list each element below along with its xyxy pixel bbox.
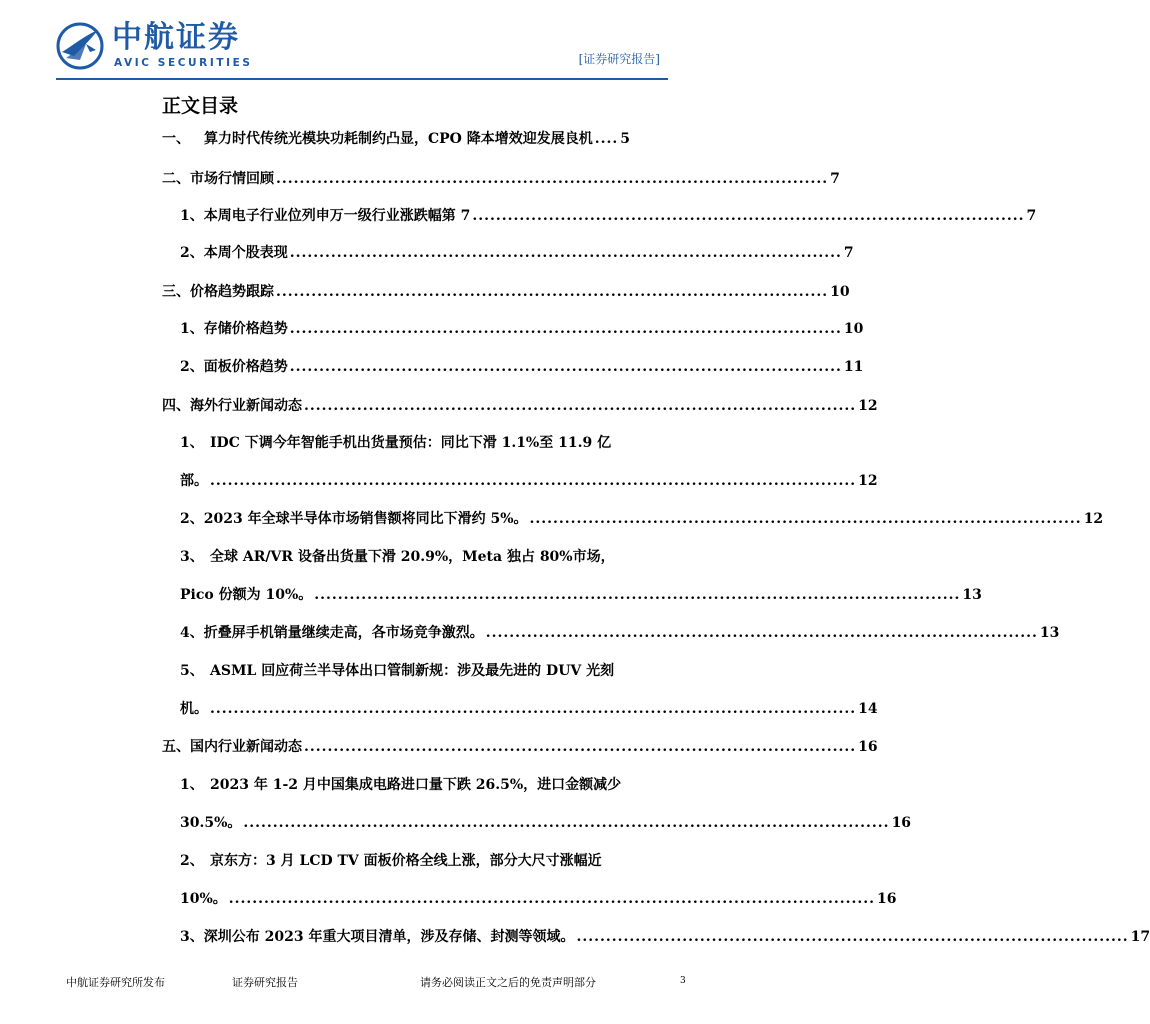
page-header [0, 0, 724, 82]
toc-title: 正文目录 [162, 95, 239, 117]
toc-entry-page: 17 [1130, 929, 1150, 945]
toc-entry[interactable] [180, 318, 864, 340]
toc-entry-label-cont: 10%。 [180, 891, 227, 907]
toc-entry-continuation[interactable] [180, 888, 897, 910]
toc-entry-label: 面板价格趋势 [203, 359, 288, 375]
toc-entry-page: 16 [876, 891, 897, 907]
toc-entry-page: 12 [1083, 511, 1104, 527]
toc-leader-dots: .............................................................................................. [304, 398, 857, 414]
toc-entry-continuation[interactable] [180, 812, 912, 834]
toc-leader-dots: .............................................................................................................. [314, 587, 961, 603]
toc-entry-label: 算力时代传统光模块功耗制约凸显，CPO 降本增效迎发展良机 [204, 131, 593, 147]
toc-entry-number: 3、 [180, 549, 204, 565]
toc-entry[interactable] [162, 168, 840, 190]
toc-entry-label: 本周个股表现 [203, 245, 288, 261]
toc-entry-page: 7 [843, 245, 854, 261]
toc-entry-page: 10 [843, 321, 864, 337]
toc-entry-label-cont: Pico 份额为 10%。 [180, 587, 313, 603]
toc-entry-number: 2、 [180, 511, 204, 527]
toc-entry-label: 折叠屏手机销量继续走高，各市场竞争激烈。 [203, 625, 484, 641]
toc-leader-dots: .............................................................................................. [576, 929, 1129, 945]
toc-entry-label-cont: 部。 [180, 473, 208, 489]
toc-leader-dots: .............................................................................................................. [228, 891, 875, 907]
toc-entry-label: 京东方：3 月 LCD TV 面板价格全线上涨，部分大尺寸涨幅近 [210, 853, 602, 869]
toc-entry-number: 1、 [180, 208, 204, 224]
toc-entry-page: 10 [830, 284, 850, 300]
toc-entry-number: 2、 [180, 359, 204, 375]
toc-entry-page: 14 [858, 701, 878, 717]
toc-entry-page: 13 [1039, 625, 1060, 641]
toc-leader-dots: .............................................................................................. [529, 511, 1082, 527]
toc-entry-number: 二、 [162, 171, 190, 187]
toc-entry[interactable] [180, 622, 1060, 644]
toc-entry-continuation[interactable] [180, 698, 878, 720]
toc-leader-dots: .............................................................................................. [289, 321, 842, 337]
toc-entry-page: 16 [858, 739, 878, 755]
toc-entry-number: 一、 [162, 131, 190, 147]
toc-entry-label: 市场行情回顾 [190, 171, 274, 187]
toc-entry-label: 价格趋势跟踪 [190, 284, 274, 300]
toc-entry-continuation[interactable] [180, 470, 878, 492]
toc-leader-dots: .............................................................................................................. [210, 473, 857, 489]
toc-entry-page: 5 [620, 131, 630, 147]
toc-entry[interactable] [180, 926, 1150, 948]
toc-entry-number: 三、 [162, 284, 190, 300]
header-divider [56, 78, 668, 80]
toc-entry-label: 全球 AR/VR 设备出货量下滑 20.9%，Meta 独占 80%市场， [210, 549, 615, 565]
toc-entry-number: 2、 [180, 853, 204, 869]
toc-entry-label: 存储价格趋势 [203, 321, 288, 337]
toc-entry-continuation[interactable] [180, 584, 982, 606]
toc-entry-number: 1、 [180, 435, 204, 451]
toc-entry[interactable] [180, 546, 630, 568]
footer-page-number: 3 [680, 976, 686, 986]
footer-disclaimer-note: 请务必阅读正文之后的免责声明部分 [420, 976, 596, 989]
toc-leader-dots: .............................................................................................. [289, 359, 842, 375]
toc-entry[interactable] [180, 356, 864, 378]
toc-entry-label: 本周电子行业位列申万一级行业涨跌幅第 7 [203, 208, 471, 224]
toc-entry-page: 12 [858, 398, 878, 414]
avic-plane-icon [56, 22, 104, 70]
toc-entry-label: 2023 年全球半导体市场销售额将同比下滑约 5%。 [203, 511, 528, 527]
toc-entry[interactable] [180, 660, 630, 682]
toc-leader-dots: .............................................................................................................. [243, 815, 890, 831]
toc-entry[interactable] [180, 508, 1104, 530]
toc-entry-number: 四、 [162, 398, 190, 414]
toc-entry-page: 11 [843, 359, 864, 375]
toc-leader-dots: .............................................................................................. [276, 284, 829, 300]
toc-entry[interactable] [162, 736, 878, 758]
footer-publisher: 中航证券研究所发布 [66, 976, 165, 989]
toc-leader-dots: .............................................................................................. [472, 208, 1025, 224]
toc-leader-dots: .... [594, 131, 619, 147]
toc-entry-number: 五、 [162, 739, 190, 755]
toc-entry-number: 4、 [180, 625, 204, 641]
toc-entry[interactable] [180, 774, 630, 796]
avic-logo [56, 22, 286, 72]
toc-entry-label-cont: 30.5%。 [180, 815, 242, 831]
toc-entry-label: ASML 回应荷兰半导体出口管制新规：涉及最先进的 DUV 光刻 [210, 663, 615, 679]
toc-entry[interactable] [162, 128, 630, 150]
footer-report-type: 证券研究报告 [232, 976, 298, 989]
toc-entry[interactable] [162, 281, 850, 303]
toc-entry[interactable] [162, 395, 878, 417]
toc-leader-dots: .............................................................................................. [485, 625, 1038, 641]
toc-entry-number: 5、 [180, 663, 204, 679]
toc-leader-dots: .............................................................................................................. [210, 701, 857, 717]
toc-entry-label: 深圳公布 2023 年重大项目清单，涉及存储、封测等领域。 [203, 929, 575, 945]
toc-leader-dots: .............................................................................................. [289, 245, 842, 261]
toc-entry-label: 国内行业新闻动态 [190, 739, 302, 755]
toc-entry[interactable] [180, 432, 630, 454]
toc-entry-page: 12 [858, 473, 878, 489]
toc-entry-label: 2023 年 1-2 月中国集成电路进口量下跌 26.5%，进口金额减少 [210, 777, 622, 793]
toc-entry[interactable] [180, 205, 1037, 227]
logo-chinese-name: 中航证券 [112, 20, 240, 55]
toc-entry-number: 1、 [180, 321, 204, 337]
toc-entry-page: 13 [962, 587, 982, 603]
toc-entry-page: 7 [830, 171, 840, 187]
toc-entry-page: 16 [891, 815, 912, 831]
toc-entry[interactable] [180, 242, 854, 264]
toc-entry-page: 7 [1026, 208, 1037, 224]
toc-leader-dots: .............................................................................................. [276, 171, 829, 187]
toc-leader-dots: .............................................................................................. [304, 739, 857, 755]
logo-english-name: AVIC SECURITIES [114, 57, 253, 69]
toc-entry-number: 2、 [180, 245, 204, 261]
toc-entry-number: 3、 [180, 929, 204, 945]
toc-entry-label: 海外行业新闻动态 [190, 398, 302, 414]
toc-entry[interactable] [180, 850, 630, 872]
toc-entry-label-cont: 机。 [180, 701, 208, 717]
report-type-tag: [证券研究报告] [578, 52, 660, 66]
page-footer [0, 968, 724, 998]
toc-entry-label: IDC 下调今年智能手机出货量预估：同比下滑 1.1%至 11.9 亿 [210, 435, 612, 451]
toc-entry-number: 1、 [180, 777, 204, 793]
